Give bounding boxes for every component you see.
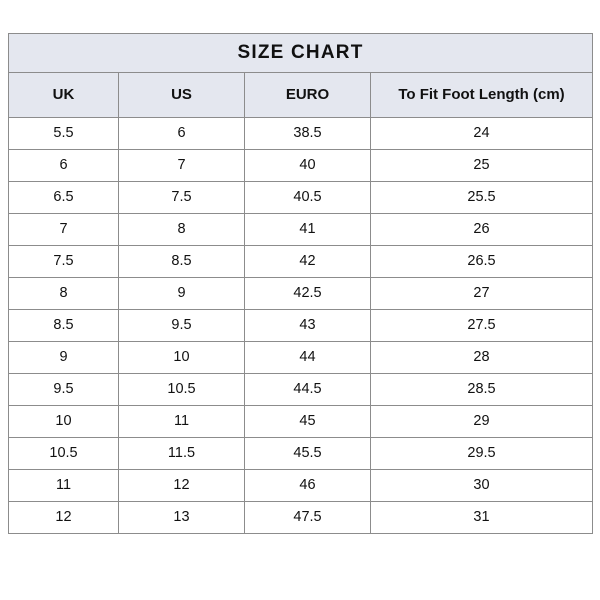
- cell-euro: 41: [245, 214, 371, 246]
- cell-us: 9.5: [119, 310, 245, 342]
- size-chart-container: [8, 33, 592, 534]
- cell-uk: 7.5: [9, 246, 119, 278]
- cell-foot-length: 29: [371, 406, 593, 438]
- table-row: [9, 374, 593, 406]
- column-header-uk: UK: [9, 73, 119, 118]
- cell-uk: 6: [9, 150, 119, 182]
- cell-euro: 44.5: [245, 374, 371, 406]
- cell-foot-length: 28: [371, 342, 593, 374]
- cell-uk: 9: [9, 342, 119, 374]
- cell-foot-length: 30: [371, 470, 593, 502]
- cell-uk: 10: [9, 406, 119, 438]
- cell-euro: 45.5: [245, 438, 371, 470]
- cell-foot-length: 24: [371, 118, 593, 150]
- table-row: [9, 438, 593, 470]
- cell-us: 10: [119, 342, 245, 374]
- cell-uk: 11: [9, 470, 119, 502]
- cell-foot-length: 28.5: [371, 374, 593, 406]
- cell-us: 8.5: [119, 246, 245, 278]
- cell-euro: 40: [245, 150, 371, 182]
- table-row: [9, 182, 593, 214]
- cell-uk: 8.5: [9, 310, 119, 342]
- table-row: [9, 214, 593, 246]
- page-title: SIZE CHART: [9, 34, 593, 73]
- cell-us: 9: [119, 278, 245, 310]
- cell-us: 12: [119, 470, 245, 502]
- header-row: [9, 73, 593, 118]
- table-row: [9, 118, 593, 150]
- cell-euro: 46: [245, 470, 371, 502]
- cell-us: 11: [119, 406, 245, 438]
- table-row: [9, 342, 593, 374]
- cell-euro: 40.5: [245, 182, 371, 214]
- table-row: [9, 502, 593, 534]
- cell-uk: 12: [9, 502, 119, 534]
- cell-us: 13: [119, 502, 245, 534]
- table-row: [9, 278, 593, 310]
- cell-uk: 8: [9, 278, 119, 310]
- cell-us: 11.5: [119, 438, 245, 470]
- cell-us: 8: [119, 214, 245, 246]
- table-row: [9, 150, 593, 182]
- size-chart-table: [8, 33, 593, 534]
- cell-foot-length: 26.5: [371, 246, 593, 278]
- cell-foot-length: 29.5: [371, 438, 593, 470]
- cell-us: 6: [119, 118, 245, 150]
- column-header-us: US: [119, 73, 245, 118]
- cell-foot-length: 26: [371, 214, 593, 246]
- table-row: [9, 310, 593, 342]
- cell-foot-length: 27: [371, 278, 593, 310]
- cell-uk: 7: [9, 214, 119, 246]
- table-row: [9, 406, 593, 438]
- cell-uk: 10.5: [9, 438, 119, 470]
- cell-us: 7: [119, 150, 245, 182]
- cell-euro: 43: [245, 310, 371, 342]
- table-row: [9, 246, 593, 278]
- title-row: [9, 34, 593, 73]
- cell-euro: 42.5: [245, 278, 371, 310]
- cell-uk: 9.5: [9, 374, 119, 406]
- cell-euro: 42: [245, 246, 371, 278]
- cell-euro: 45: [245, 406, 371, 438]
- size-chart-body: [9, 34, 593, 534]
- cell-foot-length: 27.5: [371, 310, 593, 342]
- cell-foot-length: 31: [371, 502, 593, 534]
- cell-euro: 38.5: [245, 118, 371, 150]
- column-header-foot-length: To Fit Foot Length (cm): [371, 73, 593, 118]
- cell-foot-length: 25.5: [371, 182, 593, 214]
- cell-uk: 6.5: [9, 182, 119, 214]
- cell-foot-length: 25: [371, 150, 593, 182]
- column-header-euro: EURO: [245, 73, 371, 118]
- cell-euro: 44: [245, 342, 371, 374]
- cell-us: 7.5: [119, 182, 245, 214]
- table-row: [9, 470, 593, 502]
- cell-uk: 5.5: [9, 118, 119, 150]
- cell-euro: 47.5: [245, 502, 371, 534]
- cell-us: 10.5: [119, 374, 245, 406]
